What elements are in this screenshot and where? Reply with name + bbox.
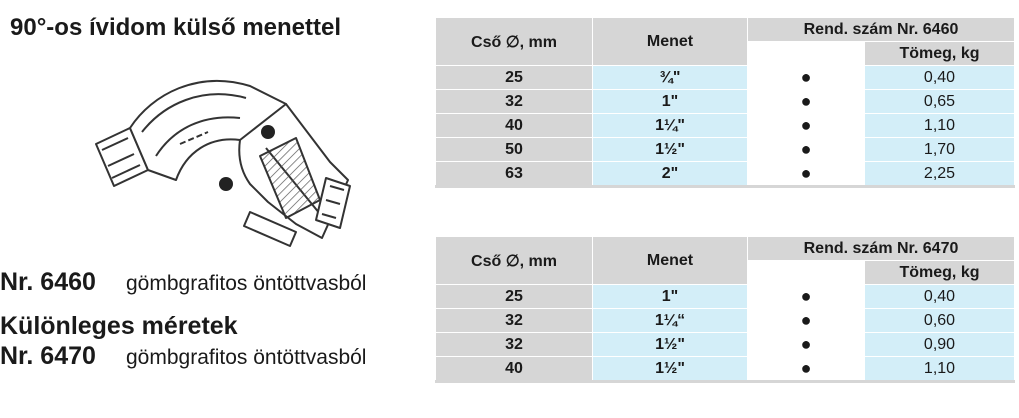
table-row <box>436 285 1015 309</box>
weight-cell: 0,65 <box>865 90 1015 114</box>
table-row <box>436 162 1015 187</box>
product-material: gömbgrafitos öntöttvasból <box>126 346 367 369</box>
availability-dot: ● <box>748 333 865 357</box>
weight-cell: 1,70 <box>865 138 1015 162</box>
pipe-cell: 25 <box>436 66 593 90</box>
product-number: Nr. 6470 <box>0 342 96 370</box>
weight-cell: 0,40 <box>865 66 1015 90</box>
thread-cell: 2" <box>593 162 748 187</box>
empty-header-cell <box>748 261 865 285</box>
empty-header-cell <box>748 42 865 66</box>
availability-dot: ● <box>748 114 865 138</box>
pipe-cell: 32 <box>436 333 593 357</box>
column-header-order-number: Rend. szám Nr. 6460 <box>748 18 1015 42</box>
weight-cell: 0,90 <box>865 333 1015 357</box>
table-row <box>436 66 1015 90</box>
column-header-order-number: Rend. szám Nr. 6470 <box>748 237 1015 261</box>
pipe-cell: 63 <box>436 162 593 187</box>
weight-cell: 1,10 <box>865 114 1015 138</box>
pipe-cell: 40 <box>436 357 593 382</box>
table-row <box>436 357 1015 382</box>
spec-table-6470 <box>435 236 1015 383</box>
product-number: Nr. 6460 <box>0 268 96 296</box>
column-header-pipe: Cső ∅, mm <box>436 237 593 285</box>
availability-dot: ● <box>748 162 865 187</box>
thread-cell: 1" <box>593 90 748 114</box>
column-header-pipe: Cső ∅, mm <box>436 18 593 66</box>
pipe-cell: 40 <box>436 114 593 138</box>
weight-cell: 0,60 <box>865 309 1015 333</box>
thread-cell: ¾" <box>593 66 748 90</box>
column-header-weight: Tömeg, kg <box>865 42 1015 66</box>
elbow-fitting-drawing <box>90 52 360 258</box>
availability-dot: ● <box>748 66 865 90</box>
product-material: gömbgrafitos öntöttvasból <box>126 272 367 295</box>
availability-dot: ● <box>748 285 865 309</box>
special-sizes-heading: Különleges méretek <box>0 312 238 340</box>
table-row <box>436 114 1015 138</box>
column-header-thread: Menet <box>593 18 748 66</box>
page-title: 90°-os ívidom külső menettel <box>10 14 342 41</box>
column-header-thread: Menet <box>593 237 748 285</box>
pipe-cell: 32 <box>436 90 593 114</box>
thread-cell: 1¼“ <box>593 309 748 333</box>
table-row <box>436 138 1015 162</box>
thread-cell: 1" <box>593 285 748 309</box>
table-row <box>436 90 1015 114</box>
weight-cell: 2,25 <box>865 162 1015 187</box>
weight-cell: 0,40 <box>865 285 1015 309</box>
thread-cell: 1½" <box>593 357 748 382</box>
thread-cell: 1½" <box>593 138 748 162</box>
pipe-cell: 32 <box>436 309 593 333</box>
table-row <box>436 333 1015 357</box>
pipe-cell: 50 <box>436 138 593 162</box>
product-line-6470 <box>0 342 366 371</box>
product-line-6460 <box>0 268 366 297</box>
availability-dot: ● <box>748 357 865 382</box>
pipe-cell: 25 <box>436 285 593 309</box>
weight-cell: 1,10 <box>865 357 1015 382</box>
thread-cell: 1¼" <box>593 114 748 138</box>
table-row <box>436 309 1015 333</box>
thread-cell: 1½" <box>593 333 748 357</box>
availability-dot: ● <box>748 138 865 162</box>
availability-dot: ● <box>748 309 865 333</box>
availability-dot: ● <box>748 90 865 114</box>
spec-table-6460 <box>435 17 1015 188</box>
column-header-weight: Tömeg, kg <box>865 261 1015 285</box>
